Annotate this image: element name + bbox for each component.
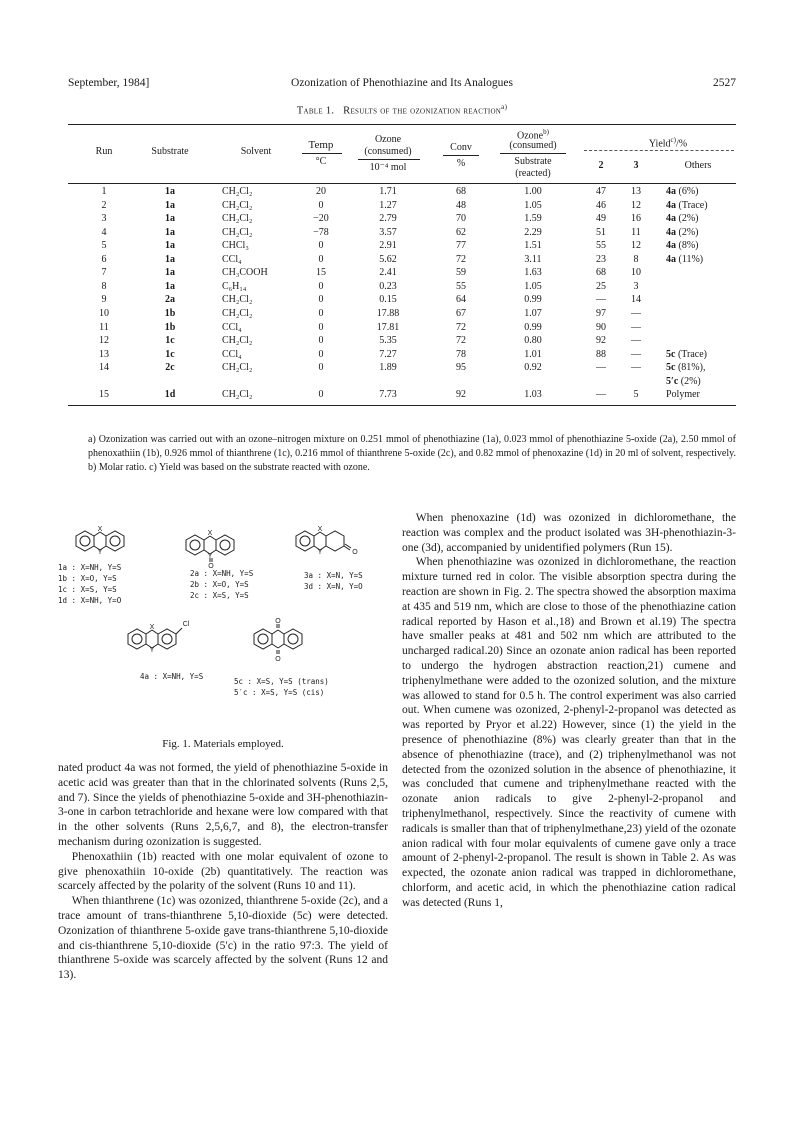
cell-others	[666, 254, 703, 265]
structure-4	[128, 628, 182, 649]
header-temp: Temp	[308, 139, 334, 151]
cell-ozone: 3.57	[379, 226, 397, 238]
table-row	[68, 254, 736, 267]
atom-o-2: O	[208, 563, 214, 570]
header-conv-unit: %	[456, 158, 466, 169]
structure-5	[254, 624, 302, 654]
cell-ratio: 1.05	[524, 199, 542, 211]
label-1c: 1c : X=S, Y=S	[58, 585, 117, 594]
cell-sub: 1a	[165, 186, 175, 197]
cell-ratio: 1.63	[524, 267, 542, 279]
cell-ozone: 2.91	[379, 240, 397, 252]
cell-ratio: 3.11	[524, 253, 542, 265]
cell-sub: 1a	[165, 213, 175, 225]
structure-3	[296, 531, 351, 551]
cell-run: 5	[101, 240, 107, 252]
left-paragraph-1: nated product 4a was not formed, the yield of phenothiazine 5-oxide in acetic acid was greater than that in the chlorinated solvents (Runs 2,5, and 7). Since the yields of phenothiazine 5-oxide and 3H-phenothiazin-3-one in carbon tetrachloride and hexane were low compared with that in the other solvents (Runs 2,5,6,7, and 8), the electron-transfer mechanism during ozonization is suggested.	[58, 762, 388, 848]
table-caption	[68, 103, 736, 117]
figure-caption: Fig. 1. Materials employed.	[162, 738, 284, 750]
cell-run: 12	[99, 335, 109, 347]
table-row	[68, 186, 736, 199]
cell-solv: CH₂Cl₂	[222, 307, 253, 319]
temp-rule	[302, 153, 342, 154]
cell-solv: CCl₄	[222, 253, 242, 265]
cell-ratio: 2.29	[524, 226, 542, 238]
cell-others-value: (6%)	[676, 186, 699, 197]
cell-conv: 55	[456, 280, 466, 292]
cell-y2: —	[596, 389, 606, 401]
header-ratio-unit2: (reacted)	[515, 168, 551, 179]
table-caption-note: a)	[501, 103, 508, 111]
cell-ozone: 7.27	[379, 348, 397, 360]
cell-y2: 23	[596, 253, 606, 265]
cell-solv: CCl₄	[222, 348, 242, 360]
atom-x-1: X	[97, 526, 103, 533]
label-4a: 4a : X=NH, Y=S	[140, 672, 204, 681]
cell-y3: 14	[631, 294, 641, 306]
cell-conv: 68	[456, 186, 466, 197]
cell-solv: CH₂Cl₂	[222, 389, 253, 401]
cell-others	[666, 362, 705, 373]
cell-y3: 10	[631, 267, 641, 279]
cell-run: 6	[101, 253, 107, 265]
header-col3: 3	[633, 160, 639, 171]
cell-ratio: 1.51	[524, 240, 542, 252]
atom-y-2: Y	[207, 553, 213, 560]
cell-ozone: 2.41	[379, 267, 397, 279]
cell-temp: 0	[318, 348, 324, 360]
cell-others-value: (Trace)	[675, 348, 708, 360]
table-row	[68, 362, 736, 375]
label-1b: 1b : X=O, Y=S	[58, 574, 117, 583]
table-footnote: a) Ozonization was carried out with an ozone–nitrogen mixture on 0.251 mmol of phenothiazine (1a), 0.023 mmol of phenothiazine 5-oxide (2a), 2.50 mmol of phenoxathiin (1b), 0.926 mmol of thianthrene (1c), 0.216 mmol of thianthrene 5-oxide (2c), and 0.82 mmol of phenoxazine (1d) in 20 ml of solvent, respectively. b) Molar ratio. c) Yield was based on the substrate reacted with ozone.	[88, 434, 736, 473]
ozone-rule	[358, 159, 420, 160]
cell-run: 13	[99, 348, 109, 360]
cell-y2: 97	[596, 307, 606, 319]
cell-sub: 2a	[165, 294, 175, 306]
cell-sub: 1a	[165, 280, 175, 292]
cell-y2: —	[596, 362, 606, 374]
cell-y2: 88	[596, 348, 606, 360]
cell-y3: —	[631, 307, 641, 319]
cell-conv: 48	[456, 199, 466, 211]
cell-solv: CH₂Cl₂	[222, 213, 253, 225]
cell-y2: 49	[596, 213, 606, 225]
cell-sub: 1a	[165, 226, 175, 238]
cell-temp: −78	[313, 226, 329, 238]
cell-others-value: (Trace)	[676, 199, 708, 211]
label-1a: 1a : X=NH, Y=S	[58, 563, 122, 572]
cell-conv: 95	[456, 362, 466, 374]
conv-rule	[443, 155, 479, 156]
cell-run: 8	[101, 280, 107, 292]
structure-1	[76, 531, 124, 551]
atom-y-4: Y	[149, 647, 155, 654]
structure-drawings	[58, 508, 388, 740]
cell-run: 7	[101, 267, 107, 279]
right-column-text	[402, 511, 736, 911]
cell-y3: 11	[631, 226, 641, 238]
cell-ratio: 0.99	[524, 321, 542, 333]
cell-ratio: 1.59	[524, 213, 542, 225]
cell-conv: 72	[456, 335, 466, 347]
cell-others-compound: 4a	[666, 199, 676, 211]
label-2b: 2b : X=O, Y=S	[190, 580, 249, 589]
cell-solv: CH₂Cl₂	[222, 199, 253, 211]
cell-temp: 0	[318, 294, 324, 306]
cell-y3: —	[631, 321, 641, 333]
atom-x-4: X	[149, 624, 155, 631]
cell-others-compound: 5c	[666, 362, 676, 374]
cell-sub: 1a	[165, 199, 175, 211]
figure-structures	[58, 508, 388, 740]
cell-solv: CCl₄	[222, 321, 242, 333]
cell-temp: 0	[318, 253, 324, 265]
cell-temp: 0	[318, 362, 324, 374]
cell-temp: 20	[316, 186, 326, 197]
label-3a: 3a : X=N, Y=S	[304, 571, 363, 580]
cell-ratio: 0.80	[524, 335, 542, 347]
cell-y2: 90	[596, 321, 606, 333]
cell-others-value: (8%)	[676, 240, 699, 252]
table-row	[68, 389, 736, 402]
cell-ratio: 1.05	[524, 280, 542, 292]
cell-others-value: (81%),	[675, 362, 706, 374]
cell-y2: 92	[596, 335, 606, 347]
right-paragraph-1: When phenoxazine (1d) was ozonized in dichloromethane, the reaction was complex and the product isolated was 3H-phenothiazin-3-one (3d), accompanied by unidentified polymers (Run 15).	[402, 512, 736, 554]
cell-y3: 13	[631, 186, 641, 197]
cell-conv: 59	[456, 267, 466, 279]
cell-others	[666, 349, 707, 360]
table-header-rule	[68, 183, 736, 184]
cell-run: 10	[99, 307, 109, 319]
cell-others-value: (2%)	[676, 226, 699, 238]
header-conv: Conv	[450, 142, 472, 153]
cell-others-compound: 4a	[666, 253, 676, 265]
cell-ozone: 1.27	[379, 199, 397, 211]
cell-conv: 67	[456, 307, 466, 319]
cell-run: 11	[99, 321, 109, 333]
header-substrate: Substrate	[151, 146, 189, 157]
atom-x-3: X	[317, 526, 323, 533]
table-row	[68, 308, 736, 321]
cell-temp: 0	[318, 199, 324, 211]
cell-solv: CHCl₃	[222, 240, 249, 252]
cell-conv: 77	[456, 240, 466, 252]
page-number: 2527	[713, 77, 736, 89]
table-label: Table 1.	[296, 105, 335, 117]
cell-y3: 12	[631, 240, 641, 252]
cell-run: 15	[99, 389, 109, 401]
atom-o-3: O	[352, 549, 358, 556]
cell-others	[666, 389, 700, 400]
cell-others	[666, 240, 699, 251]
cell-ratio: 1.07	[524, 307, 542, 319]
atom-o-5-bottom: O	[275, 656, 281, 663]
cell-ratio: 1.00	[524, 186, 542, 197]
cell-temp: 0	[318, 321, 324, 333]
table-row	[68, 213, 736, 226]
cell-y3: 16	[631, 213, 641, 225]
labels-series-5	[234, 676, 329, 698]
table-row	[68, 294, 736, 307]
header-ozone: Ozone	[374, 134, 402, 145]
table-bottom-rule	[68, 405, 736, 406]
cell-others-value: Polymer	[666, 389, 700, 401]
table-row	[68, 267, 736, 280]
cell-sub: 2c	[165, 362, 175, 374]
cell-y2: 25	[596, 280, 606, 292]
cell-others-compound: 4a	[666, 240, 676, 252]
cell-y3: —	[631, 335, 641, 347]
header-temp-unit: °C	[315, 156, 327, 167]
table-row	[68, 227, 736, 240]
header-solvent: Solvent	[240, 146, 272, 157]
cell-sub: 1b	[164, 321, 176, 333]
cell-solv: CH₂Cl₂	[222, 362, 253, 374]
cell-conv: 72	[456, 253, 466, 265]
cell-ratio: 0.99	[524, 294, 542, 306]
cell-sub: 1d	[164, 389, 176, 401]
cell-y3: 3	[633, 280, 639, 292]
cell-ozone: 2.79	[379, 213, 397, 225]
cell-others-value: (11%)	[676, 253, 704, 265]
cell-solv: CH₂Cl₂	[222, 186, 253, 197]
cell-y2: 47	[596, 186, 606, 197]
header-ozone-unit: 10⁻⁴ mol	[369, 162, 407, 173]
cell-y3: —	[631, 348, 641, 360]
cell-others	[666, 186, 699, 197]
cell-ratio: 0.92	[524, 362, 542, 374]
cell-solv: CH₂Cl₂	[222, 294, 253, 306]
cell-run: 3	[101, 213, 107, 225]
label-2a: 2a : X=NH, Y=S	[190, 569, 254, 578]
header-col2: 2	[598, 160, 604, 171]
cell-run: 14	[99, 362, 109, 374]
cell-sub: 1c	[165, 335, 175, 347]
cell-temp: 0	[318, 280, 324, 292]
table-row	[68, 335, 736, 348]
cell-run: 2	[101, 199, 107, 211]
cell-others-compound: 4a	[666, 186, 676, 197]
header-title: Ozonization of Phenothiazine and Its Analogues	[291, 77, 513, 89]
table-row	[68, 322, 736, 335]
cell-sub: 1c	[165, 348, 175, 360]
header-yield-note: c)	[670, 136, 676, 144]
table-row	[68, 376, 736, 389]
ratio-rule	[500, 153, 566, 154]
cell-y2: 46	[596, 199, 606, 211]
header-run: Run	[95, 146, 113, 157]
left-column-text	[58, 761, 388, 983]
table-row	[68, 349, 736, 362]
cell-y3: —	[631, 362, 641, 374]
cell-run: 4	[101, 226, 107, 238]
label-1d: 1d : X=NH, Y=O	[58, 596, 122, 605]
cell-others	[666, 227, 699, 238]
header-ozone2-sub: (consumed)	[509, 140, 557, 151]
header-ozone2-note: b)	[543, 128, 549, 136]
cell-ratio: 1.03	[524, 389, 542, 401]
table-top-rule	[68, 124, 736, 125]
cell-y2: 55	[596, 240, 606, 252]
running-header	[68, 77, 736, 93]
cell-solv: CH₂Cl₂	[222, 226, 253, 238]
cell-conv: 70	[456, 213, 466, 225]
atom-cl-4: Cl	[182, 621, 190, 628]
label-5c: 5c : X=S, Y=S (trans)	[234, 677, 329, 686]
cell-others	[666, 213, 699, 224]
header-ratio-unit1: Substrate	[514, 156, 552, 167]
cell-y2: 68	[596, 267, 606, 279]
header-ozone2: Ozone	[517, 130, 544, 142]
label-5prime-c: 5′c : X=S, Y=S (cis)	[234, 688, 325, 697]
cell-others	[666, 200, 708, 211]
cell-conv: 64	[456, 294, 466, 306]
cell-conv: 92	[456, 389, 466, 401]
header-yield: Yield	[648, 138, 671, 150]
cell-temp: 0	[318, 389, 324, 401]
cell-ozone: 0.23	[379, 280, 397, 292]
labels-series-1	[58, 562, 121, 606]
header-yield-unit: /%	[676, 138, 688, 150]
label-3d: 3d : X=N, Y=O	[304, 582, 363, 591]
cell-others-value: (2%)	[678, 375, 701, 387]
cell-others-compound: 4a	[666, 226, 676, 238]
cell-ozone: 7.73	[379, 389, 397, 401]
cell-others-compound: 5c	[666, 348, 676, 360]
cell-others	[666, 376, 701, 387]
cell-ozone: 1.71	[379, 186, 397, 197]
cell-ratio: 1.01	[524, 348, 542, 360]
cell-ozone: 5.62	[379, 253, 397, 265]
right-paragraph-2: When phenothiazine was ozonized in dichloromethane, the reaction mixture turned red in color. The visible absorption spectra during the reaction are shown in Fig. 2. The spectra showed the absorption maxima at 435 and 519 nm, which are close to those of the phenothiazine cation radical reported by Hason et al.,18) and Brown et al.19) The spectra have smaller peaks at 481 and 502 nm which are attributed to the uncharged radical.20) Since an ozonate anion radical has been reported to undergo the hydrogen abstraction reaction,21) cumene and triphenylmethane were added to the ozonized solution, and the mixture was allowed to stand for 0.5 h. The control experiment was also carried out. When cumene was ozonized, 2-phenyl-2-propanol was detected as was reported by Pryor et al.22) However, since (1) the yield in the presence of phenothiazine (8%) was clearly greater than that in the absence of phenothiazine (trace), and (2) triphenylmethanol was not detected from the ozonized solution in the absence of phenothiazine, it was concluded that cumene and triphenylmethane reacted with the ozonate anion radicals to give 2-phenyl-2-propanol and triphenylmethanol, respectively. Since the reactivity of cumene with radicals is smaller than that of triphenylmethane,23) yield of the ozonate anion radical with four molar equivalents of cumene gave only a trace amount of 2-phenyl-2-propanol. The result is shown in Table 2. As was expected, the ozonate anion radical was trapped in dichloromethane, chlorform, and acetic acid, in which the phenothiazine cation radical was detected (Runs 1,	[402, 556, 736, 909]
header-date: September, 1984]	[68, 77, 150, 89]
cell-y2: 51	[596, 226, 606, 238]
atom-y-1: Y	[97, 549, 103, 556]
cell-conv: 78	[456, 348, 466, 360]
cell-others-compound: 5′c	[666, 375, 679, 387]
cell-run: 9	[101, 294, 107, 306]
cell-run: 1	[101, 186, 107, 197]
cell-temp: 0	[318, 335, 324, 347]
cell-sub: 1b	[164, 307, 176, 319]
table-row	[68, 240, 736, 253]
cell-temp: −20	[313, 213, 329, 225]
left-paragraph-3: When thianthrene (1c) was ozonized, thianthrene 5-oxide (2c), and a trace amount of trans-thianthrene 5,10-dioxide (5c) were detected. Ozonization of thianthrene 5-oxide gave trans-thianthrene 5,10-dioxide and cis-thianthrene 5,10-dioxide (5′c) in the ratio 97:3. The yield of thianthrene 5-oxide was scarcely affected by the solvent (Runs 12 and 13).	[58, 895, 388, 982]
cell-ozone: 17.88	[376, 307, 400, 319]
cell-y3: 8	[633, 253, 639, 265]
cell-temp: 15	[316, 267, 326, 279]
cell-ozone: 5.35	[379, 335, 397, 347]
cell-ozone: 17.81	[376, 321, 400, 333]
cell-y2: —	[596, 294, 606, 306]
cell-ozone: 1.89	[379, 362, 397, 374]
atom-y-3: Y	[317, 549, 323, 556]
cell-others-value: (2%)	[676, 213, 699, 225]
atom-x-2: X	[207, 530, 213, 537]
cell-temp: 0	[318, 240, 324, 252]
cell-conv: 72	[456, 321, 466, 333]
cell-solv: CH₂Cl₂	[222, 335, 253, 347]
table-title: Results of the ozonization reaction	[343, 105, 502, 117]
table-row	[68, 281, 736, 294]
cell-solv: CH₃COOH	[222, 267, 268, 279]
cell-solv: C₆H₁₄	[222, 280, 247, 292]
header-others: Others	[684, 160, 712, 171]
yield-rule	[584, 150, 734, 151]
left-paragraph-2: Phenoxathiin (1b) reacted with one molar equivalent of ozone to give phenoxathiin 10-oxide (2b) quantitatively. The reaction was scarcely affected by the polarity of the solvent (Runs 10 and 11).	[58, 850, 388, 893]
cell-temp: 0	[318, 307, 324, 319]
labels-series-3	[304, 570, 363, 592]
label-2c: 2c : X=S, Y=S	[190, 591, 249, 600]
cell-conv: 62	[456, 226, 466, 238]
cell-sub: 1a	[165, 240, 175, 252]
atom-o-5-top: O	[275, 618, 281, 625]
cell-sub: 1a	[165, 253, 175, 265]
header-ozone-sub: (consumed)	[364, 146, 412, 157]
cell-others-compound: 4a	[666, 213, 676, 225]
table-row	[68, 200, 736, 213]
cell-y3: 5	[633, 389, 639, 401]
cell-sub: 1a	[165, 267, 175, 279]
labels-series-2	[190, 568, 253, 601]
cell-ozone: 0.15	[379, 294, 397, 306]
cell-y3: 12	[631, 199, 641, 211]
